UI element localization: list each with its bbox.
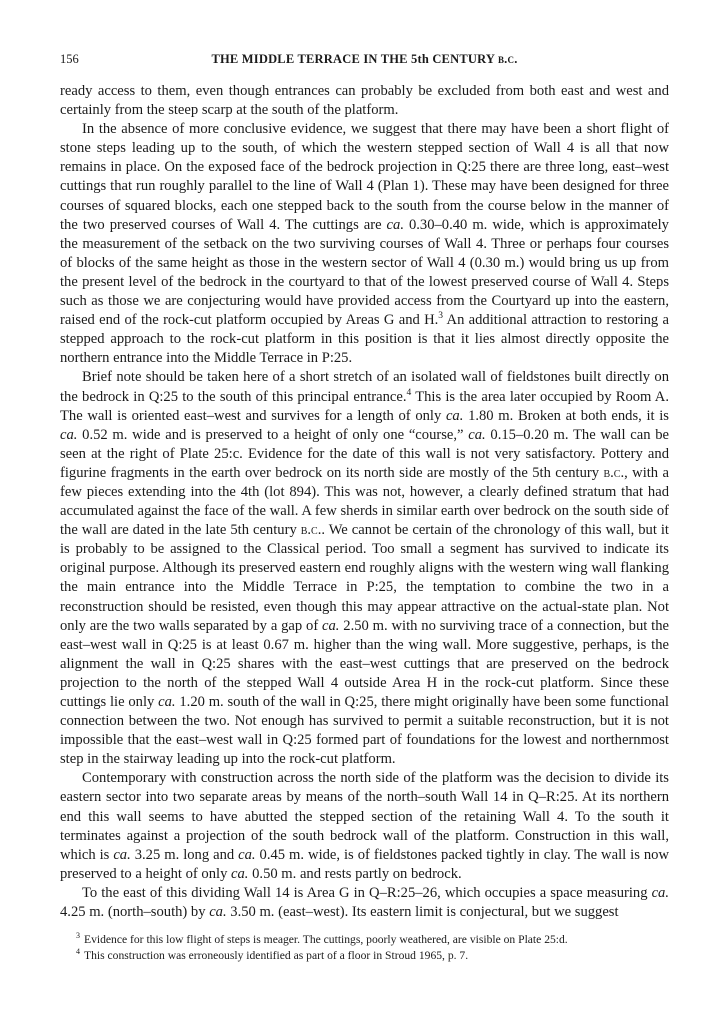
footnote <box>60 932 669 948</box>
paragraph: Brief note should be taken here of a short stretch of an isolated wall of fieldstones built directly on the bedrock in Q:25 to the south of this principal entrance.$^4$ This is the area later occupied by Room A. The wall is oriented east–west and survives for a length of only ca. 1.80 m. Broken at both ends, it is ca. 0.52 m. wide and is preserved to a height of only one “course,” ca. 0.15–0.20 m. The wall can be seen at the right of Plate 25:c. Evidence for the date of this wall is not very satisfactory. Pottery and figurine fragments in the earth over bedrock on its north side are mostly of the 5th century b.c., with a few pieces extending into the 4th (lot 894). This was not, however, a clearly defined stratum that had accumulated against the face of the wall. A few sherds in similar earth over bedrock on the south side of the wall are dated in the late 5th century b.c.. We cannot be certain of the chronology of this wall, but it is probably to be assigned to the Classical period. Too small a segment has survived to indicate its original purpose. Although its preserved eastern end roughly aligns with the western wing wall flanking the main entrance into the Middle Terrace in P:25, the temptation to combine the two in a reconstruction should be resisted, even though this may appear attractive on the actual-state plan. Not only are the two walls separated by a gap of ca. 2.50 m. with no surviving trace of a connection, but the east–west wall in Q:25 is at least 0.67 m. higher than the wing wall. More suggestive, perhaps, is the alignment the wall in Q:25 shares with the east–west cuttings that are preserved on the bedrock projection to the north of the stepped Wall 4 outside Area H in the rock-cut platform. Since these cuttings lie only ca. 1.20 m. south of the wall in Q:25, there might originally have been some functional connection between the two. Not enough has survived to permit a suitable reconstruction, but it is not impossible that the east–west wall in Q:25 formed part of foundations for the lowest and northernmost step in the stairway leading up into the rock-cut platform. <box>60 369 670 768</box>
running-title-era: b.c. <box>497 52 518 66</box>
document-page <box>60 52 669 963</box>
footnote <box>60 948 669 964</box>
footnote-number: 3 <box>76 931 80 941</box>
running-title-text: THE MIDDLE TERRACE IN THE 5th CENTURY <box>211 52 495 66</box>
running-title <box>100 52 669 67</box>
paragraph: ready access to them, even though entrances can probably be excluded from both east and west and certainly from the steep scarp at the south of the platform. <box>60 83 669 119</box>
paragraph: In the absence of more conclusive evidence, we suggest that there may have been a short flight of stone steps leading up to the south, of which the western stepped section of Wall 4 is all that now remains in place. On the exposed face of the bedrock projection in Q:25 there are three long, east–west cuttings that run roughly parallel to the line of Wall 4 (Plan 1). These may have been designed for three courses of squared blocks, each one stepped back to the south from the course below in the manner of the two preserved courses of Wall 4. The cuttings are ca. 0.30–0.40 m. wide, which is approximately the measurement of the setback on the two surviving courses of Wall 4. Three or perhaps four courses of blocks of the same height as those in the western sector of Wall 4 (0.30 m.) would bring us up from the present level of the bedrock in the courtyard to that of the lowest preserved course of Wall 4. Steps such as those we are conjecturing would have provided access from the Courtyard up into the eastern, raised end of the rock-cut platform occupied by Areas G and H.$^3$ An additional attraction to restoring a stepped approach to the rock-cut platform in this position is that it lies almost directly opposite the northern entrance into the Middle Terrace in P:25. <box>60 121 670 367</box>
paragraph: Contemporary with construction across the north side of the platform was the decision to divide its eastern sector into two separate areas by means of the north–south Wall 14 in Q–R:25. At its northern end this wall seems to have abutted the stepped section of the retaining Wall 4. To the south it terminates against a projection of the south bedrock wall of the platform. Construction in this wall, which is ca. 3.25 m. long and ca. 0.45 m. wide, is of fieldstones packed tightly in clay. The wall is now preserved to a height of only ca. 0.50 m. and rests partly on bedrock. <box>60 770 669 882</box>
footnote-ref: 4 <box>406 387 412 398</box>
footnote-ref: 3 <box>438 311 444 322</box>
page-header <box>60 52 669 72</box>
paragraph: To the east of this dividing Wall 14 is Area G in Q–R:25–26, which occupies a space measuring ca. 4.25 m. (north–south) by ca. 3.50 m. (east–west). Its eastern limit is conjectural, but we suggest <box>60 884 669 921</box>
footnote-text: This construction was erroneously identified as part of a floor in Stroud 1965, p. 7. <box>84 948 469 962</box>
body-text <box>60 82 669 922</box>
footnotes <box>60 932 669 963</box>
footnote-text: Evidence for this low flight of steps is meager. The cuttings, poorly weathered, are visible on Plate 25:d. <box>84 933 568 947</box>
footnote-number: 4 <box>76 946 80 956</box>
page-number: 156 <box>60 52 79 66</box>
